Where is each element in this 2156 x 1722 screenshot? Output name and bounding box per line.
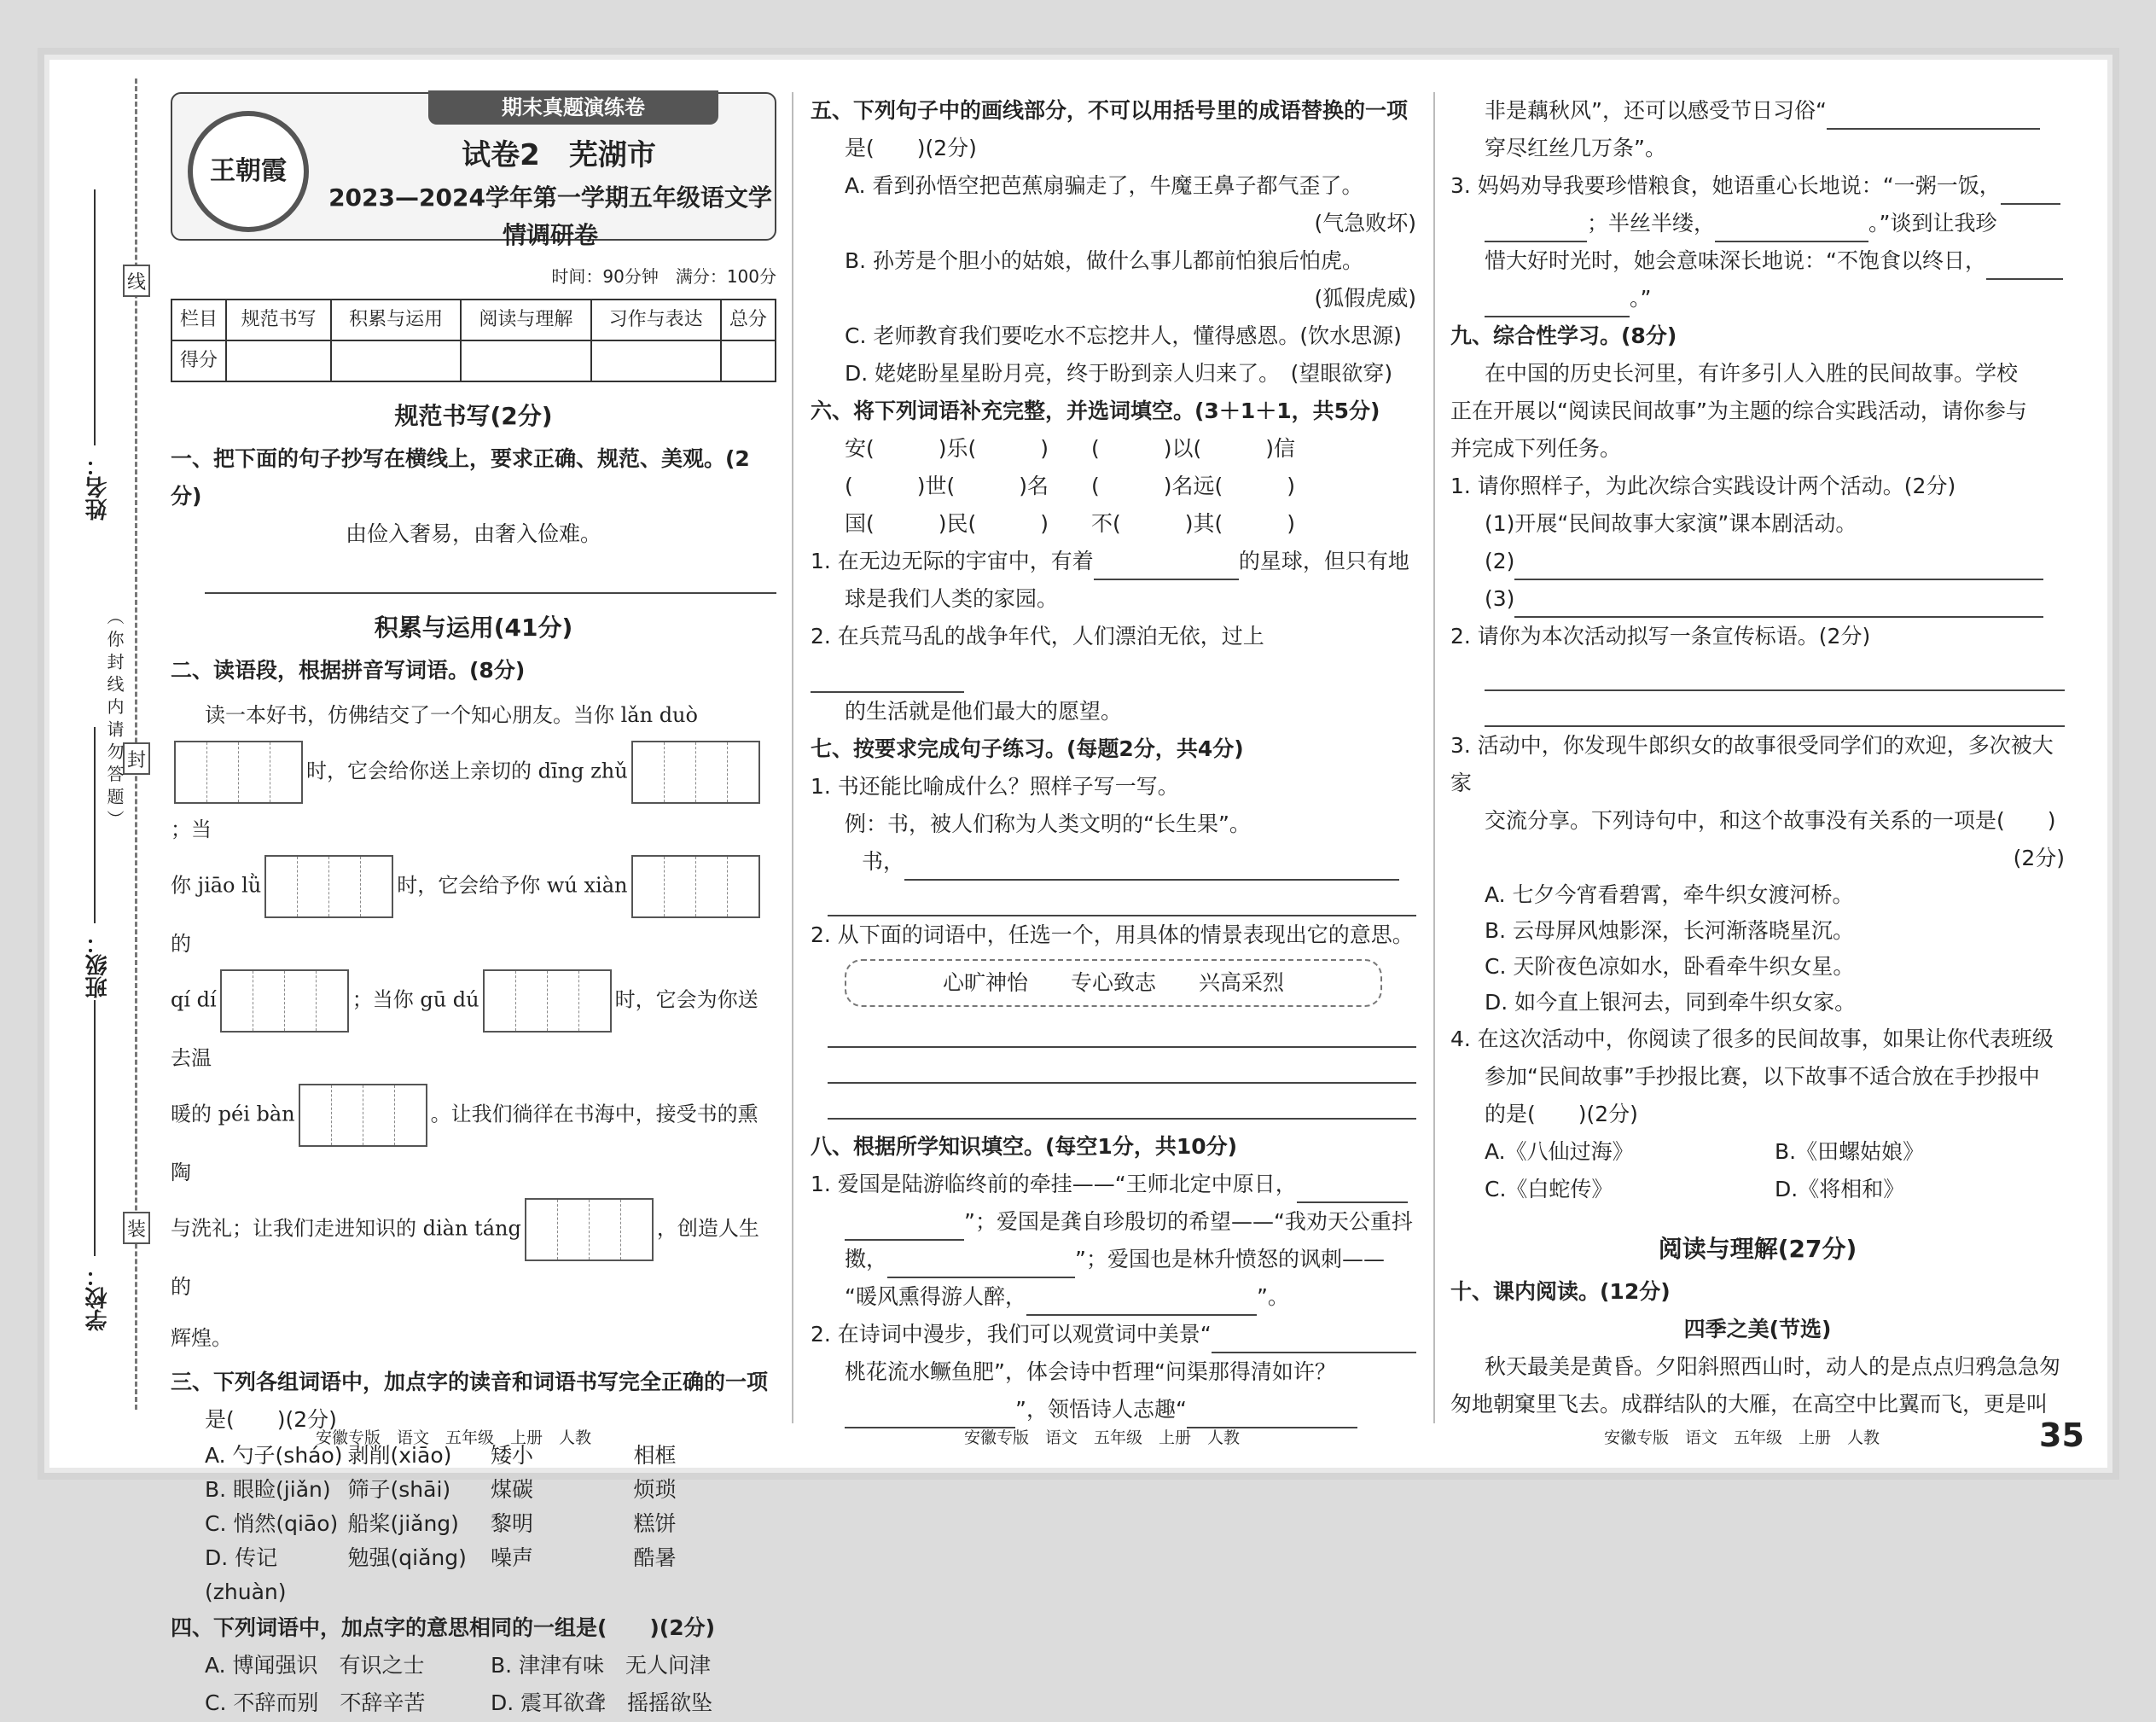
q8-3-text: 。” — [1630, 286, 1652, 311]
q8-1-text: ”。 — [1256, 1284, 1289, 1309]
q9-3: 交流分享。下列诗句中，和这个故事没有关系的一项是( ) — [1485, 808, 2056, 833]
q3-option[interactable]: B. 眼睑(jiǎn) 筛子(shāi) 煤碳 烦琐 — [205, 1477, 677, 1502]
score-cell[interactable] — [721, 340, 776, 381]
q9-1-example: (1)开展“民间故事大家演”课本剧活动。 — [1485, 511, 1857, 536]
q8-2-text: 2. 在诗词中漫步，我们可以观赏词中美景“ — [811, 1322, 1212, 1347]
answer-line[interactable] — [828, 1084, 1416, 1120]
pinyin-box[interactable] — [483, 969, 612, 1033]
question-5-cont: 是( )(2分) — [845, 136, 977, 160]
q9-3: 3. 活动中，你发现牛郎织女的故事很受同学们的欢迎，多次被大家 — [1450, 733, 2054, 795]
answer-blank[interactable] — [811, 662, 964, 693]
answer-blank[interactable] — [887, 1248, 1075, 1278]
exam-title: 试卷2 芜湖市 — [462, 138, 656, 172]
q9-3-option[interactable]: A. 七夕今宵看碧霄，牵牛织女渡河桥。 — [1485, 882, 1854, 907]
score-cell[interactable] — [461, 340, 590, 381]
seal-tag: 封 — [123, 742, 150, 775]
question-7: 七、按要求完成句子练习。(每题2分，共4分) — [811, 736, 1244, 761]
q2-text: 暖的 péi bàn — [171, 1102, 295, 1126]
answer-blank[interactable] — [1485, 287, 1630, 317]
no-answer-note: （ 你 封 线 内 请 勿 答 题 ） — [104, 608, 125, 828]
q6-2-text: 的生活就是他们最大的愿望。 — [845, 699, 1123, 724]
passage-title: 四季之美(节选) — [1683, 1317, 1832, 1341]
q8-1-text: 1. 爱国是陆游临终前的牵挂——“王师北定中原日， — [811, 1172, 1297, 1196]
header-banner: 期末真题演练卷 — [428, 90, 718, 125]
score-table — [171, 299, 776, 382]
answer-blank[interactable] — [1094, 550, 1239, 580]
q2-text: 时，它会给你送上亲切的 dīng zhǔ — [306, 759, 628, 783]
q5-idiom-a: (气急败坏) — [1314, 211, 1416, 236]
q5-option-d[interactable]: D. 姥姥盼星星盼月亮，终于盼到亲人归来了。 (望眼欲穿) — [845, 361, 1393, 386]
answer-line[interactable] — [1485, 655, 2065, 691]
q8-3-text: 3. 妈妈劝导我要珍惜粮食，她语重心长地说：“一粥一饭， — [1450, 173, 2001, 198]
q2-text: 时，它会给予你 wú xiàn — [397, 873, 628, 898]
question-3-cont: 是( )(2分) — [205, 1407, 337, 1432]
q6-row[interactable]: 安( )乐( ) ( )以( )信 — [845, 436, 1296, 461]
answer-blank[interactable] — [1715, 212, 1868, 242]
answer-blank[interactable] — [1187, 1398, 1357, 1428]
q2-text: 与洗礼；让我们走进知识的 diàn táng — [171, 1216, 521, 1241]
q6-1-text: 球是我们人类的家园。 — [845, 586, 1059, 611]
q5-idiom-b: (狐假虎威) — [1314, 286, 1416, 311]
binding-margin — [82, 79, 160, 1410]
class-write-line[interactable] — [94, 727, 96, 923]
score-cell[interactable] — [226, 340, 331, 381]
question-2: 二、读语段，根据拼音写词语。(8分) — [171, 658, 526, 683]
school-label: 学校： — [85, 1265, 111, 1331]
q9-3-option[interactable]: C. 天阶夜色凉如水，卧看牵牛织女星。 — [1485, 954, 1855, 979]
word-choices: 心旷神怡 专心致志 兴高采烈 — [845, 959, 1382, 1007]
pinyin-box[interactable] — [631, 855, 760, 918]
q6-1-text: 的星球，但只有地 — [1238, 549, 1409, 573]
q8-1-text: “暖风熏得游人醉， — [845, 1284, 1026, 1309]
score-header: 总分 — [721, 300, 776, 340]
q6-1-text: 1. 在无边无际的宇宙中，有着 — [811, 549, 1094, 573]
exam-header — [171, 92, 776, 249]
q9-4-options[interactable]: C.《白蛇传》 D.《将相和》 — [1485, 1177, 1905, 1201]
publisher-logo: 王朝霞 — [188, 111, 309, 232]
column-divider — [792, 92, 793, 1423]
q9-1-label: (3) — [1485, 586, 1515, 611]
column-divider — [1433, 92, 1435, 1423]
q8-cont-text: 非是藕秋风”，还可以感受节日习俗“ — [1485, 98, 1827, 123]
q9-2: 2. 请你为本次活动拟写一条宣传标语。(2分) — [1450, 624, 1871, 649]
q5-option-a[interactable]: A. 看到孙悟空把芭蕉扇骗走了，牛魔王鼻子都气歪了。 — [845, 173, 1363, 198]
answer-blank[interactable] — [1986, 249, 2063, 280]
q3-option[interactable]: C. 悄然(qiāo) 船桨(jiǎng) 黎明 糕饼 — [205, 1511, 677, 1536]
score-cell[interactable] — [591, 340, 721, 381]
q8-1-text: 擞， — [845, 1247, 888, 1271]
question-9: 九、综合性学习。(8分) — [1450, 323, 1677, 348]
q9-1: 1. 请你照样子，为此次综合实践设计两个活动。(2分) — [1450, 474, 1956, 498]
seal2-tag: 装 — [123, 1212, 150, 1244]
q9-3-points: (2分) — [2013, 846, 2065, 870]
name-write-line[interactable] — [94, 189, 96, 445]
q9-4: 参加“民间故事”手抄报比赛，以下故事不适合放在手抄报中 — [1485, 1064, 2040, 1089]
page-number: 35 — [2039, 1417, 2084, 1454]
answer-blank[interactable] — [1827, 99, 2040, 130]
q7-1: 1. 书还能比喻成什么？照样子写一写。 — [811, 774, 1179, 799]
answer-line[interactable] — [1485, 691, 2065, 727]
answer-blank[interactable] — [845, 1398, 1015, 1428]
pinyin-box[interactable] — [299, 1084, 427, 1147]
score-header: 规范书写 — [226, 300, 331, 340]
copy-line[interactable] — [205, 558, 776, 594]
q8-2-text: ”，领悟诗人志趣“ — [1015, 1397, 1187, 1422]
score-header: 习作与表达 — [591, 300, 721, 340]
score-row-label: 得分 — [171, 340, 226, 381]
passage-line: 秋天最美是黄昏。夕阳斜照西山时，动人的是点点归鸦急急匆 — [1485, 1354, 2061, 1379]
answer-line[interactable] — [828, 1012, 1416, 1048]
q9-paragraph: 并完成下列任务。 — [1450, 436, 1622, 461]
q2-text: 的 — [171, 932, 191, 956]
q9-4: 4. 在这次活动中，你阅读了很多的民间故事，如果让你代表班级 — [1450, 1027, 2054, 1051]
q9-3-option[interactable]: D. 如今直上银河去，同到牵牛织女家。 — [1485, 990, 1857, 1015]
q6-row[interactable]: ( )世( )名 ( )名远( ) — [845, 474, 1296, 498]
q7-2: 2. 从下面的词语中，任选一个，用具体的情景表现出它的意思。 — [811, 922, 1414, 947]
q8-3-text: 惜大好时光时，她会意味深长地说：“不饱食以终日， — [1485, 248, 1986, 273]
answer-blank[interactable] — [904, 850, 1399, 881]
name-label: 姓名： — [85, 454, 111, 521]
pinyin-box[interactable] — [220, 969, 349, 1033]
q8-1-text: ”；爱国也是林升愤怒的讽刺—— — [1075, 1247, 1385, 1271]
question-4: 四、下列词语中，加点字的意思相同的一组是( )(2分) — [171, 1615, 716, 1640]
column-2 — [811, 92, 1416, 1428]
q9-paragraph: 在中国的历史长河里，有许多引人入胜的民间故事。学校 — [1485, 361, 2019, 386]
line-tag: 线 — [123, 265, 150, 297]
score-cell[interactable] — [331, 340, 461, 381]
q8-cont-text: 穿尽红丝几万条”。 — [1485, 136, 1666, 160]
q4-option[interactable]: A. 博闻强识 有识之士 B. 津津有味 无人问津 — [205, 1653, 712, 1678]
q2-text: qí dí — [171, 987, 217, 1012]
score-header: 阅读与理解 — [461, 300, 590, 340]
footer-text: 安徽专版 语文 五年级 上册 人教 — [1604, 1428, 1880, 1447]
q3-option[interactable]: A. 勺子(sháo) 剥削(xiāo) 矮小 相框 — [205, 1443, 677, 1468]
school-write-line[interactable] — [94, 1000, 96, 1256]
question-1: 一、把下面的句子抄写在横线上，要求正确、规范、美观。(2分) — [171, 446, 750, 509]
question-5: 五、下列句子中的画线部分，不可以用括号里的成语替换的一项 — [811, 98, 1409, 123]
answer-blank[interactable] — [1514, 550, 2043, 580]
q2-text: ；当 — [171, 817, 212, 841]
q2-text: 。让我们徜徉在书海中，接受书的熏陶 — [171, 1102, 758, 1184]
q8-1-text: ”；爱国是龚自珍殷切的希望——“我劝天公重抖 — [964, 1209, 1413, 1234]
q8-3-text: 。”谈到让我珍 — [1868, 211, 1997, 236]
q3-option[interactable]: D. 传记(zhuàn) 勉强(qiǎng) 噪声 酷暑 — [205, 1545, 677, 1604]
question-3: 三、下列各组词语中，加点字的读音和词语书写完全正确的一项 — [171, 1370, 769, 1394]
exam-meta: 时间：90分钟 满分：100分 — [551, 266, 776, 287]
score-header: 积累与运用 — [331, 300, 461, 340]
question-6: 六、将下列词语补充完整，并选词填空。(3＋1＋1，共5分) — [811, 399, 1380, 423]
pinyin-box[interactable] — [264, 855, 393, 918]
q2-text: 辉煌。 — [171, 1326, 232, 1350]
answer-blank[interactable] — [1514, 587, 2043, 618]
answer-blank[interactable] — [845, 1210, 964, 1241]
question-10: 十、课内阅读。(12分) — [1450, 1279, 1671, 1304]
pinyin-box[interactable] — [631, 741, 760, 804]
answer-blank[interactable] — [1297, 1172, 1408, 1203]
q6-2-text: 2. 在兵荒马乱的战争年代，人们漂泊无依，过上 — [811, 624, 1264, 649]
pinyin-box[interactable] — [525, 1198, 654, 1261]
q7-1-example: 例：书，被人们称为人类文明的“长生果”。 — [845, 812, 1251, 836]
question-8: 八、根据所学知识填空。(每空1分，共10分) — [811, 1134, 1238, 1159]
q9-3-option[interactable]: B. 云母屏风烛影深，长河渐落晓星沉。 — [1485, 918, 1855, 943]
q9-4-options[interactable]: A.《八仙过海》 B.《田螺姑娘》 — [1485, 1139, 1925, 1164]
section-title: 阅读与理解(27分) — [1658, 1235, 1857, 1263]
exam-subtitle: 2023—2024学年第一学期五年级语文学情调研卷 — [328, 183, 772, 249]
q9-paragraph: 正在开展以“阅读民间故事”为主题的综合实践活动，请你参与 — [1450, 399, 2027, 423]
q6-row[interactable]: 国( )民( ) 不( )其( ) — [845, 511, 1296, 536]
q2-text: 你 jiāo lǜ — [171, 873, 262, 898]
footer-text: 安徽专版 语文 五年级 上册 人教 — [316, 1428, 592, 1447]
footer-text: 安徽专版 语文 五年级 上册 人教 — [964, 1428, 1241, 1447]
answer-blank[interactable] — [1485, 212, 1587, 242]
section-title: 规范书写(2分) — [394, 402, 553, 430]
q4-option[interactable]: C. 不辞而别 不辞辛苦 D. 震耳欲聋 摇摇欲坠 — [205, 1690, 713, 1715]
q9-1-label: (2) — [1485, 549, 1515, 573]
answer-blank[interactable] — [1212, 1323, 1416, 1353]
q5-option-c[interactable]: C. 老师教育我们要吃水不忘挖井人，懂得感恩。(饮水思源) — [845, 323, 1402, 348]
copy-sentence: 由俭入奢易，由奢入俭难。 — [345, 521, 601, 546]
q2-text: ；当你 gū dú — [352, 987, 479, 1012]
class-label: 班级： — [85, 932, 111, 998]
score-header: 栏目 — [171, 300, 226, 340]
column-1 — [171, 92, 776, 1722]
column-3 — [1450, 92, 2065, 1423]
answer-blank[interactable] — [1026, 1285, 1257, 1316]
answer-line[interactable] — [828, 881, 1416, 916]
q7-1-start: 书， — [862, 849, 905, 874]
q2-text: 时，它会为你送去温 — [171, 987, 758, 1070]
q9-4: 的是( )(2分) — [1485, 1102, 1638, 1126]
q8-3-text: ；半丝半缕， — [1587, 211, 1716, 236]
answer-blank[interactable] — [2001, 174, 2060, 205]
q2-line: 读一本好书，仿佛结交了一个知心朋友。当你 lǎn duò — [205, 703, 698, 727]
section-title: 积累与运用(41分) — [374, 614, 573, 642]
q5-option-b[interactable]: B. 孙芳是个胆小的姑娘，做什么事儿都前怕狼后怕虎。 — [845, 248, 1364, 273]
answer-line[interactable] — [828, 1048, 1416, 1084]
passage-line: 匆地朝窠里飞去。成群结队的大雁，在高空中比翼而飞，更是叫 — [1450, 1392, 2048, 1417]
q2-text: ，创造人生的 — [171, 1216, 759, 1299]
pinyin-box[interactable] — [174, 741, 303, 804]
q8-2-text: 桃花流水鳜鱼肥”，体会诗中哲理“问渠那得清如许？ — [845, 1359, 1336, 1384]
